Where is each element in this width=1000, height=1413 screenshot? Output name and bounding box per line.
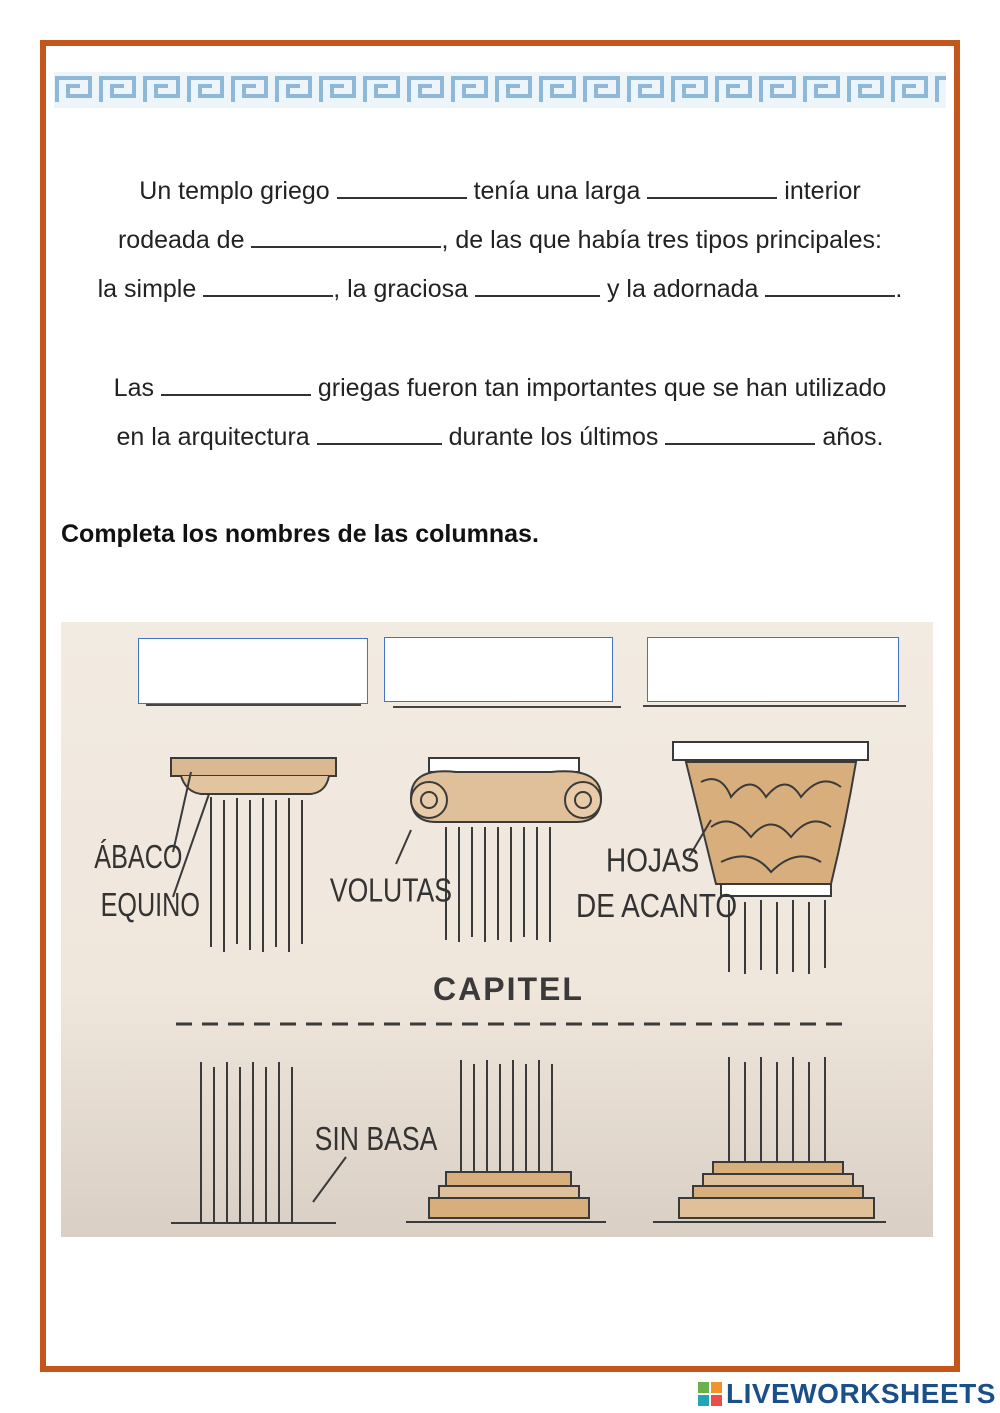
blank-5[interactable] [475,273,600,297]
blank-1[interactable] [337,175,467,199]
text-fragment: años. [822,423,884,451]
p2-line-2 [60,413,940,462]
liveworksheets-logo [698,1376,996,1412]
liveworksheets-logo-icon [698,1382,722,1406]
label-hojas: HOJAS [606,841,700,880]
text-fragment: rodeada de [117,226,245,254]
greek-columns-illustration [61,622,933,1237]
column-name-input-corinthian[interactable] [647,637,899,702]
text-fragment: en la arquitectura [116,423,310,451]
p1-line-1 [60,167,940,216]
instruction-heading: Completa los nombres de las columnas. [61,520,539,548]
text-fragment: durante los últimos [448,423,659,451]
blank-7[interactable] [161,372,311,396]
label-de-acanto: DE ACANTO [576,886,738,925]
column-name-input-ionic[interactable] [384,637,613,702]
blank-4[interactable] [203,273,333,297]
logo-text: LIVEWORKSHEETS [726,1378,996,1409]
column-name-input-doric[interactable] [138,638,368,704]
fill-paragraph-2 [60,364,940,462]
p1-line-2 [60,216,940,265]
label-sin-basa: SIN BASA [314,1121,438,1158]
text-fragment: , de las que había tres tipos principales: [441,226,882,254]
label-abaco: ÁBACO [94,838,183,876]
greek-key-border [54,72,946,108]
text-fragment: interior [784,177,861,205]
label-equino: EQUINO [100,886,200,924]
blank-2[interactable] [647,175,777,199]
blank-9[interactable] [665,421,815,445]
text-fragment: y la adornada [606,275,759,303]
text-fragment: tenía una larga [473,177,641,205]
blank-8[interactable] [317,421,442,445]
text-fragment: Un templo griego [139,177,330,205]
text-fragment: . [895,275,903,303]
p2-line-1 [60,364,940,413]
fill-paragraph-1 [60,167,940,314]
blank-3[interactable] [251,224,441,248]
label-volutas: VOLUTAS [329,872,453,910]
label-capitel: CAPITEL [433,971,584,1007]
text-fragment: griegas fueron tan importantes que se han utilizado [317,374,887,402]
blank-6[interactable] [765,273,895,297]
p1-line-3 [60,265,940,314]
text-fragment: Las [113,374,154,402]
text-fragment: la simple [97,275,197,303]
text-fragment: , la graciosa [333,275,469,303]
